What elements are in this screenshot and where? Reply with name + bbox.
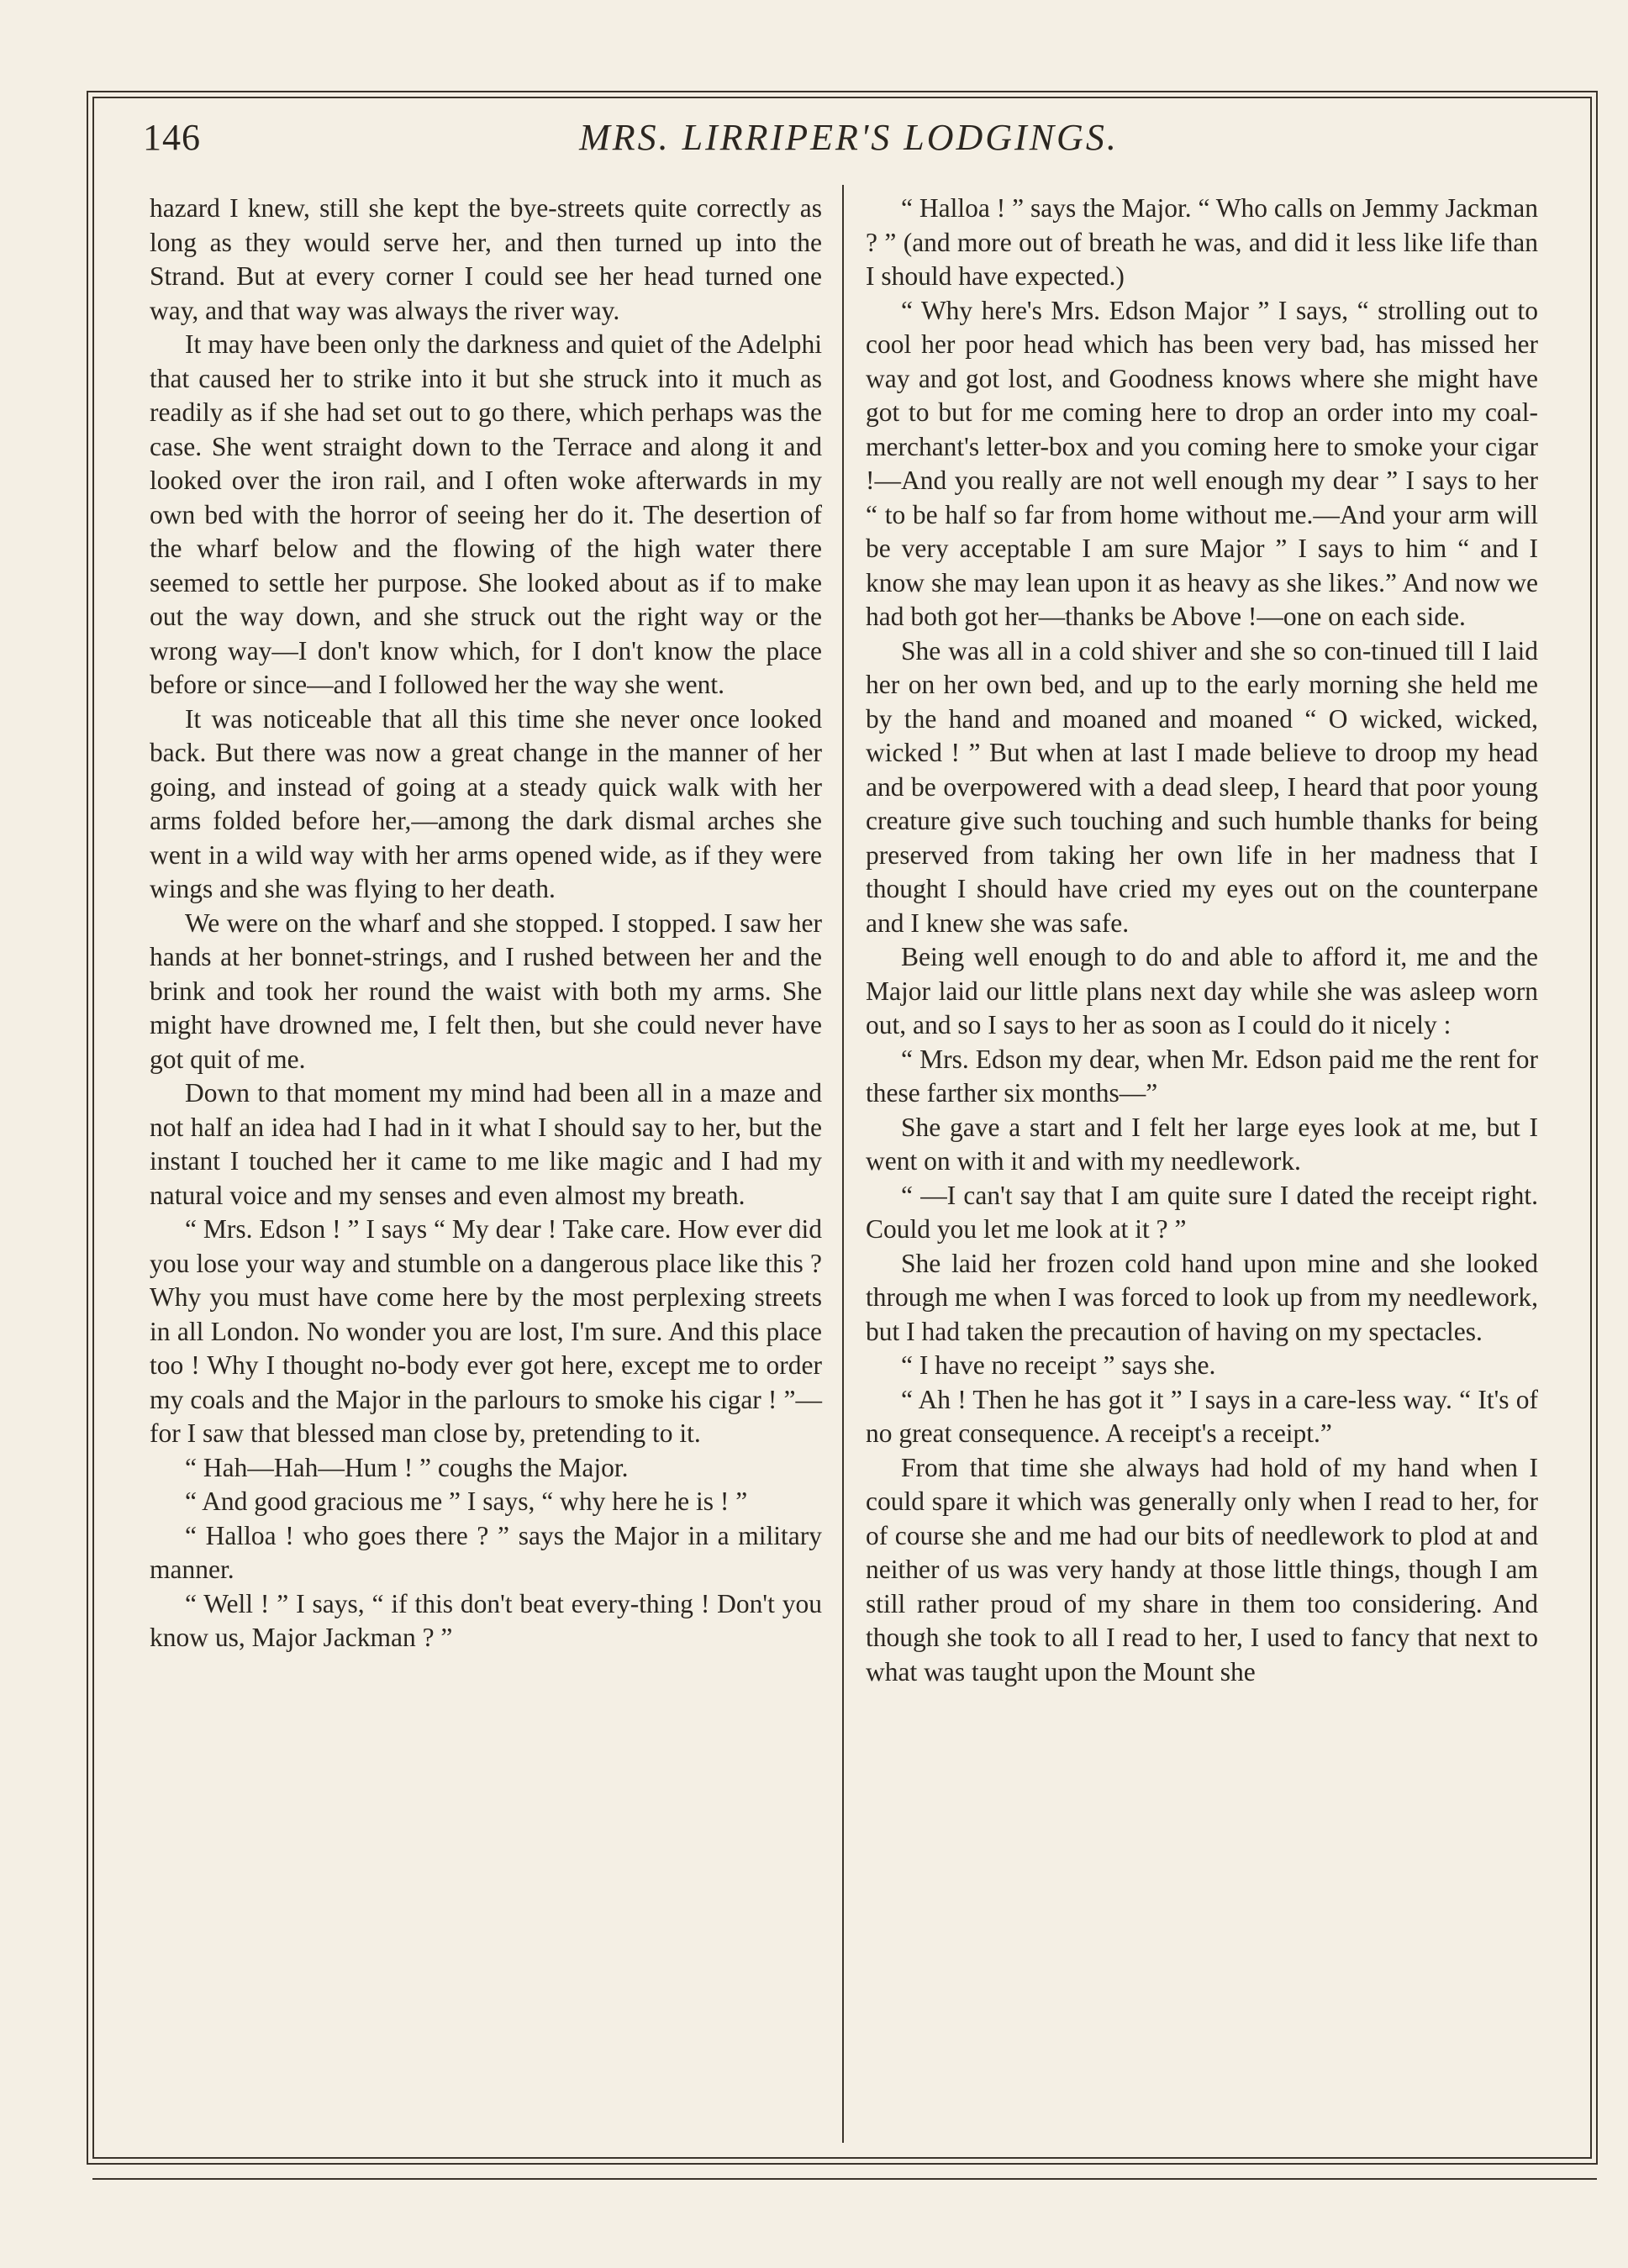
paragraph: “ Ah ! Then he has got it ” I says in a care-less way. “ It's of no great consequence. A receipt's a receipt.” xyxy=(866,1384,1538,1448)
paragraph: hazard I knew, still she kept the bye-streets quite correctly as long as they would serve her, and then turned up into the Strand. But at every corner I could see her head turned one way, and that way was always the river way. xyxy=(150,193,822,325)
right-column xyxy=(866,192,1538,1689)
bottom-rule xyxy=(92,2178,1597,2180)
paragraph: She was all in a cold shiver and she so con-tinued till I laid her on her own bed, and up to the early morning she held me by the hand and moaned and moaned “ O wicked, wicked, wicked ! ” But when at last I made believe to droop my head and be overpowered with a dead sleep, I heard that poor young creature give such touching and such humble thanks for being preserved from taking her own life in her madness that I thought I should have cried my eyes out on the counterpane and I knew she was safe. xyxy=(866,635,1538,938)
running-head: MRS. LIRRIPER'S LODGINGS. xyxy=(579,117,1119,158)
paragraph: She gave a start and I felt her large eyes look at me, but I went on with it and with my needlework. xyxy=(866,1112,1538,1176)
paragraph: “ —I can't say that I am quite sure I dated the receipt right. Could you let me look at it ? ” xyxy=(866,1180,1538,1244)
paragraph: “ I have no receipt ” says she. xyxy=(901,1350,1216,1380)
page-header xyxy=(143,116,1555,166)
left-column xyxy=(150,192,822,1655)
paragraph: Down to that moment my mind had been all in a maze and not half an idea had I had in it what I should say to her, but the instant I touched her it came to me like magic and I had my natural voice and my senses and even almost my breath. xyxy=(150,1078,822,1210)
paragraph: From that time she always had hold of my hand when I could spare it which was generally only when I read to her, for of course she and me had our bits of needlework to plod at and neither of us was very handy at those little things, though I am still rather proud of my share in them too considering. And though she took to all I read to her, I used to fancy that next to what was taught upon the Mount she xyxy=(866,1452,1538,1687)
paragraph: “ Mrs. Edson my dear, when Mr. Edson paid me the rent for these farther six months—” xyxy=(866,1044,1538,1108)
paragraph: She laid her frozen cold hand upon mine and she looked through me when I was forced to look up from my needlework, but I had taken the precaution of having on my spectacles. xyxy=(866,1248,1538,1346)
paragraph: It was noticeable that all this time she never once looked back. But there was now a great change in the manner of her going, and instead of going at a steady quick walk with her arms folded before her,—among the dark dismal arches she went in a wild way with her arms opened wide, as if they were wings and she was flying to her death. xyxy=(150,703,822,903)
paragraph: “ Halloa ! ” says the Major. “ Who calls on Jemmy Jackman ? ” (and more out of breath he was, and did it less like life than I should have expected.) xyxy=(866,193,1538,291)
paragraph: “ Well ! ” I says, “ if this don't beat every-thing ! Don't you know us, Major Jackman ? ” xyxy=(150,1588,822,1652)
page-number: 146 xyxy=(143,117,201,158)
paragraph: “ Why here's Mrs. Edson Major ” I says, “ strolling out to cool her poor head which has been very bad, has missed her way and got lost, and Goodness knows where she might have got to but for me coming here to drop an order into my coal-merchant's letter-box and you coming here to smoke your cigar !—And you really are not well enough my dear ” I says to her “ to be half so far from home without me.—And your arm will be very acceptable I am sure Major ” I says to him “ and I know she may lean upon it as heavy as she likes.” And now we had both got her—thanks be Above !—one on each side. xyxy=(866,295,1538,631)
paragraph: “ Hah—Hah—Hum ! ” coughs the Major. xyxy=(185,1452,629,1482)
paragraph: It may have been only the darkness and quiet of the Adelphi that caused her to strike into it but she struck into it much as readily as if she had set out to go there, which perhaps was the case. She went straight down to the Terrace and along it and looked over the iron rail, and I often woke afterwards in my own bed with the horror of seeing her do it. The desertion of the wharf below and the flowing of the high water there seemed to settle her purpose. She looked about as if to make out the way down, and she struck out the right way or the wrong way—I don't know which, for I don't know the place before or since—and I followed her the way she went. xyxy=(150,329,822,699)
paragraph: Being well enough to do and able to afford it, me and the Major laid our little plans next day while she was asleep worn out, and so I says to her as soon as I could do it nicely : xyxy=(866,942,1538,1039)
paragraph: “ Mrs. Edson ! ” I says “ My dear ! Take care. How ever did you lose your way and stumble on a dangerous place like this ? Why you must have come here by the most perplexing streets in all London. No wonder you are lost, I'm sure. And this place too ! Why I thought no-body ever got here, except me to order my coals and the Major in the parlours to smoke his cigar ! ”—for I saw that blessed man close by, pretending to it. xyxy=(150,1214,822,1448)
paragraph: “ Halloa ! who goes there ? ” says the Major in a military manner. xyxy=(150,1520,822,1584)
paragraph: We were on the wharf and she stopped. I stopped. I saw her hands at her bonnet-strings, and I rushed between her and the brink and took her round the waist with both my arms. She might have drowned me, I felt then, but she could never have got quit of me. xyxy=(150,908,822,1074)
paragraph: “ And good gracious me ” I says, “ why here he is ! ” xyxy=(185,1487,748,1516)
column-divider xyxy=(842,185,844,2143)
